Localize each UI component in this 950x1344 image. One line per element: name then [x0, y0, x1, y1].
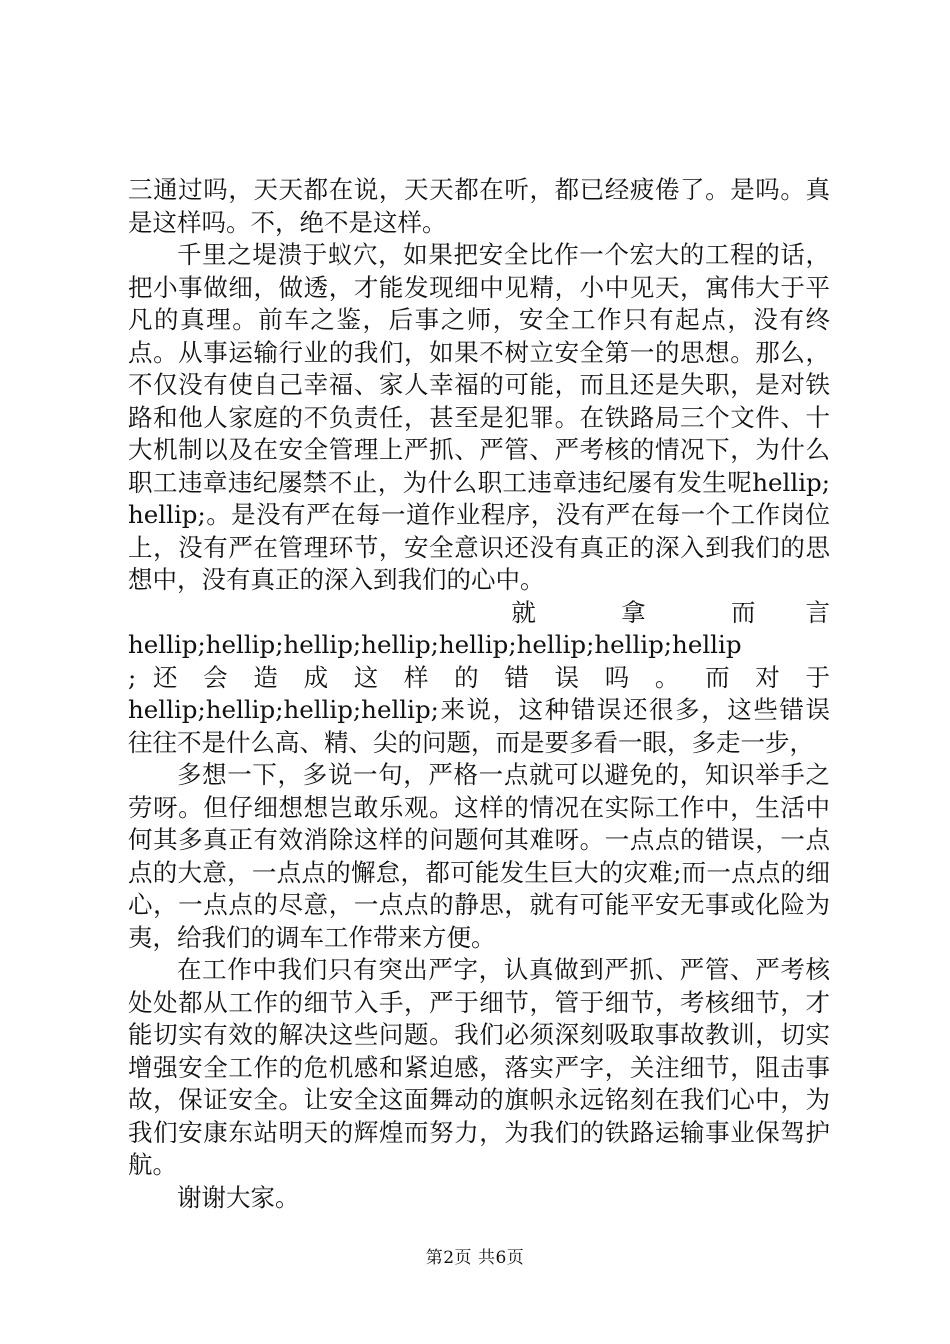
paragraph-5: 在工作中我们只有突出严字，认真做到严抓、严管、严考核处处都从工作的细节入手，严于细节，管于细节，考核细节，才能切实有效的解决这些问题。我们必须深刻吸取事故教训，切实增强安全工作的危机感和紧迫感，落实严字，关注细节，阻击事故，保证安全。让安全这面舞动的旗帜永远铭刻在我们心中，为我们安康东站明天的辉煌而努力，为我们的铁路运输事业保驾护航。 — [128, 955, 830, 1179]
page-footer: 第2页 共6页 — [425, 1248, 525, 1268]
paragraph-3-rest: hellip;hellip;hellip;hellip;来说，这种错误还很多，这些错误往往不是什么高、精、尖的问题，而是要多看一眼，多走一步， — [128, 695, 830, 757]
document-body — [128, 174, 830, 1214]
paragraph-3-block — [128, 597, 830, 760]
char-jiu: 就 — [511, 597, 536, 627]
hellip-line: hellip;hellip;hellip;hellip;hellip;hellip;hellip;hellip — [128, 630, 742, 659]
spread-line-jiu-na-er-yan — [128, 597, 830, 630]
paragraph-1: 三通过吗，天天都在说，天天都在听，都已经疲倦了。是吗。真是这样吗。不，绝不是这样。 — [128, 175, 830, 237]
char-er: 而 — [730, 597, 756, 627]
paragraph-4: 多想一下，多说一句，严格一点就可以避免的，知识举手之劳呀。但仔细想想岂敢乐观。这样的情况在实际工作中，生活中何其多真正有效消除这样的问题何其难呀。一点点的错误，一点点的大意，一点点的懈怠，都可能发生巨大的灾难;而一点点的细心，一点点的尽意，一点点的静思，就有可能平安无事或化险为夷，给我们的调车工作带来方便。 — [128, 760, 830, 952]
char-yan: 言 — [805, 597, 830, 627]
paragraph-2: 千里之堤溃于蚁穴，如果把安全比作一个宏大的工程的话，把小事做细，做透，才能发现细中见精，小中见天，寓伟大于平凡的真理。前车之鉴，后事之师，安全工作只有起点，没有终点。从事运输行业的我们，如果不树立安全第一的思想。那么，不仅没有使自己幸福、家人幸福的可能，而且还是失职，是对铁路和他人家庭的不负责任，甚至是犯罪。在铁路局三个文件、十大机制以及在安全管理上严抓、严管、严考核的情况下，为什么职工违章违纪屡禁不止，为什么职工违章违纪屡有发生呢hellip;hellip;。是没有严在每一道作业程序，没有严在每一个工作岗位上，没有严在管理环节，安全意识还没有真正的深入到我们的思想中，没有真正的深入到我们的心中。 — [128, 240, 830, 594]
spread-line-cuowu: ; 还 会 造 成 这 样 的 错 误 吗 。 而 对 于 — [128, 662, 830, 692]
paragraph-closing: 谢谢大家。 — [177, 1182, 300, 1212]
char-na: 拿 — [621, 597, 646, 627]
